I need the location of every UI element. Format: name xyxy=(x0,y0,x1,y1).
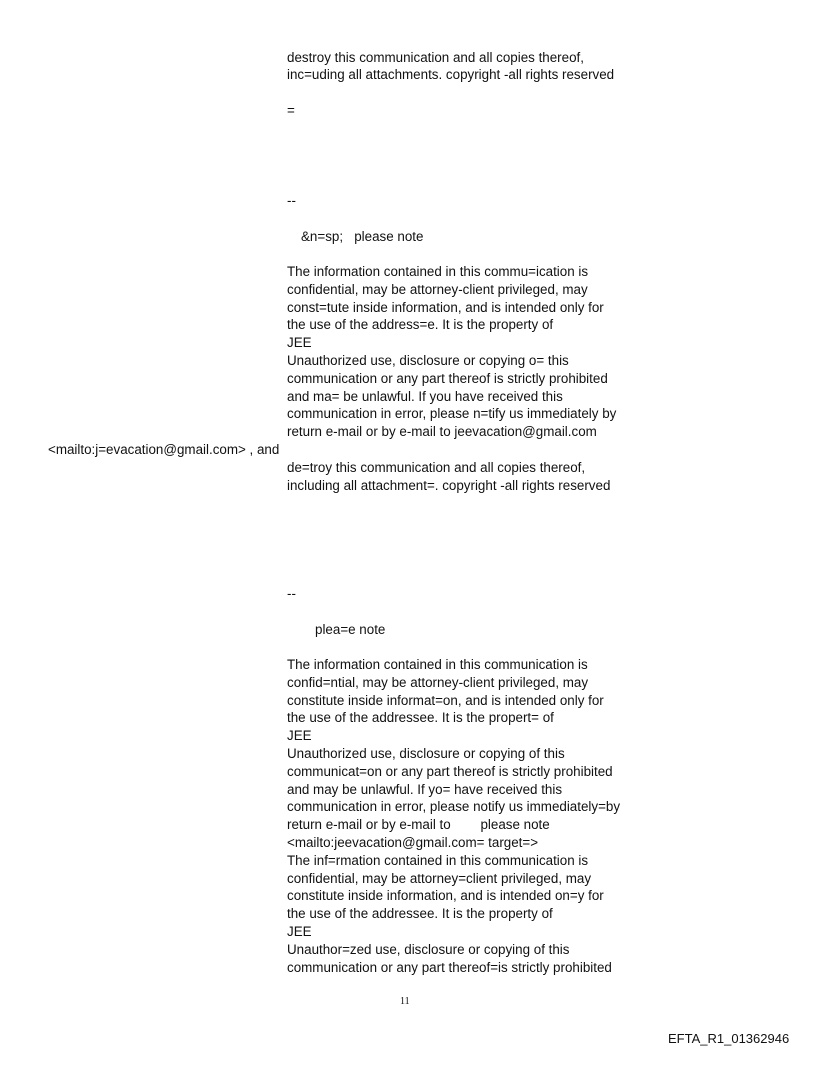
document-id: EFTA_R1_01362946 xyxy=(668,1031,790,1046)
text-line: communication in error, please n=tify us immediately by xyxy=(287,406,617,421)
text-line: communication or any part thereof is strictly prohibited xyxy=(287,371,608,386)
text-line: Unauthorized use, disclosure or copying o= this xyxy=(287,353,569,368)
text-line: -- xyxy=(287,193,296,208)
text-line: JEE xyxy=(287,335,312,350)
text-line: JEE xyxy=(287,924,312,939)
text-line: and may be unlawful. If yo= have received this xyxy=(287,782,563,797)
text-line: the use of the addressee. It is the propert= of xyxy=(287,710,554,725)
text-line: communicat=on or any part thereof is strictly prohibited xyxy=(287,764,613,779)
text-line: Unauthor=zed use, disclosure or copying of this xyxy=(287,942,570,957)
text-line: destroy this communication and all copies thereof, xyxy=(287,50,584,65)
text-line: including all attachment=. copyright -all rights reserved xyxy=(287,478,611,493)
text-line: confidential, may be attorney=client privileged, may xyxy=(287,871,592,886)
text-line: the use of the addressee. It is the property of xyxy=(287,906,553,921)
text-line: inc=uding all attachments. copyright -all rights reserved xyxy=(287,67,615,82)
text-line: The information contained in this commu=ication is xyxy=(287,264,589,279)
text-line: The information contained in this communication is xyxy=(287,657,588,672)
text-line: return e-mail or by e-mail to please note xyxy=(287,817,550,832)
text-line: <mailto:j=evacation@gmail.com> , and xyxy=(48,442,280,457)
text-line: JEE xyxy=(287,728,312,743)
text-line: constitute inside information, and is intended on=y for xyxy=(287,888,604,903)
text-line: return e-mail or by e-mail to jeevacation@gmail.com xyxy=(287,424,597,439)
text-line: const=tute inside information, and is intended only for xyxy=(287,300,604,315)
text-line: &n=sp; please note xyxy=(301,229,424,244)
text-line: communication in error, please notify us immediately=by xyxy=(287,799,621,814)
text-line: The inf=rmation contained in this communication is xyxy=(287,853,589,868)
text-line: confidential, may be attorney-client privileged, may xyxy=(287,282,588,297)
text-line: confid=ntial, may be attorney-client privileged, may xyxy=(287,675,589,690)
text-line: communication or any part thereof=is strictly prohibited xyxy=(287,960,612,975)
text-line: <mailto:jeevacation@gmail.com= target=> xyxy=(287,835,539,850)
text-line: constitute inside informat=on, and is intended only for xyxy=(287,693,604,708)
text-line: plea=e note xyxy=(315,622,386,637)
text-line: = xyxy=(287,103,295,118)
page-number: 11 xyxy=(400,996,410,1007)
text-line: and ma= be unlawful. If you have received this xyxy=(287,389,563,404)
text-line: de=troy this communication and all copies thereof, xyxy=(287,460,586,475)
text-line: -- xyxy=(287,586,296,601)
text-line: Unauthorized use, disclosure or copying of this xyxy=(287,746,565,761)
text-line: the use of the address=e. It is the property of xyxy=(287,317,554,332)
